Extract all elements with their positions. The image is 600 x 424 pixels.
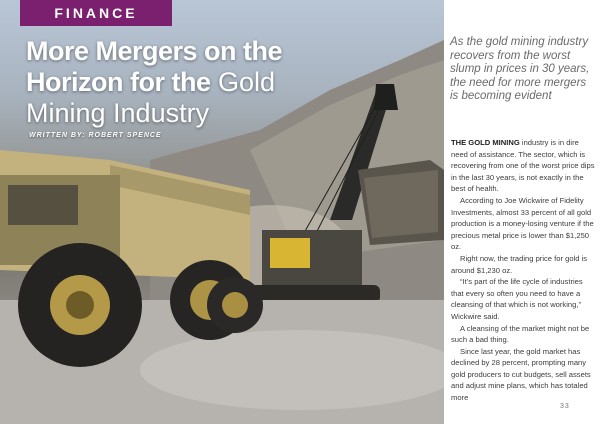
paragraph-2: According to Joe Wickwire of Fidelity Investments, almost 33 percent of all gold production is a money-losing venture if the precious metal price is lower than $1,250 oz. [451, 195, 594, 252]
paragraph-3: Right now, the trading price for gold is around $1,230 oz. [451, 253, 588, 275]
byline: WRITTEN BY: ROBERT SPENCE [29, 132, 162, 139]
page-number: 33 [560, 403, 570, 410]
section-label: FINANCE [20, 0, 172, 26]
headline-line-2-light: Gold [218, 67, 276, 97]
paragraph-6: Since last year, the gold market has declined by 28 percent, prompting many gold producers to cut budgets, sell assets and adjust mine plans, which has totaled more [451, 346, 591, 403]
headline [26, 36, 346, 129]
headline-line-1: More Mergers on the [26, 36, 283, 66]
article-body [451, 137, 595, 404]
deck-subheading: As the gold mining industry recovers from the worst slump in prices in 30 years, the need for more mergers is becoming evident [450, 36, 590, 103]
paragraph-4: “It’s part of the life cycle of industries that every so often you need to have a cleansing of that which is not working,” Wickwire said. [451, 277, 583, 321]
paragraph-1-text: industry is in dire need of assistance. The sector, which is recovering from one of the worst price dips in the last 30 years, is not exactly in the best of health. [451, 138, 595, 194]
headline-line-3: Mining Industry [26, 98, 210, 128]
headline-line-2-bold: Horizon for the [26, 67, 211, 97]
paragraph-1 [451, 137, 595, 195]
lead-in: THE GOLD MINING [451, 138, 520, 147]
paragraph-5: A cleansing of the market might not be such a bad thing. [451, 323, 590, 345]
